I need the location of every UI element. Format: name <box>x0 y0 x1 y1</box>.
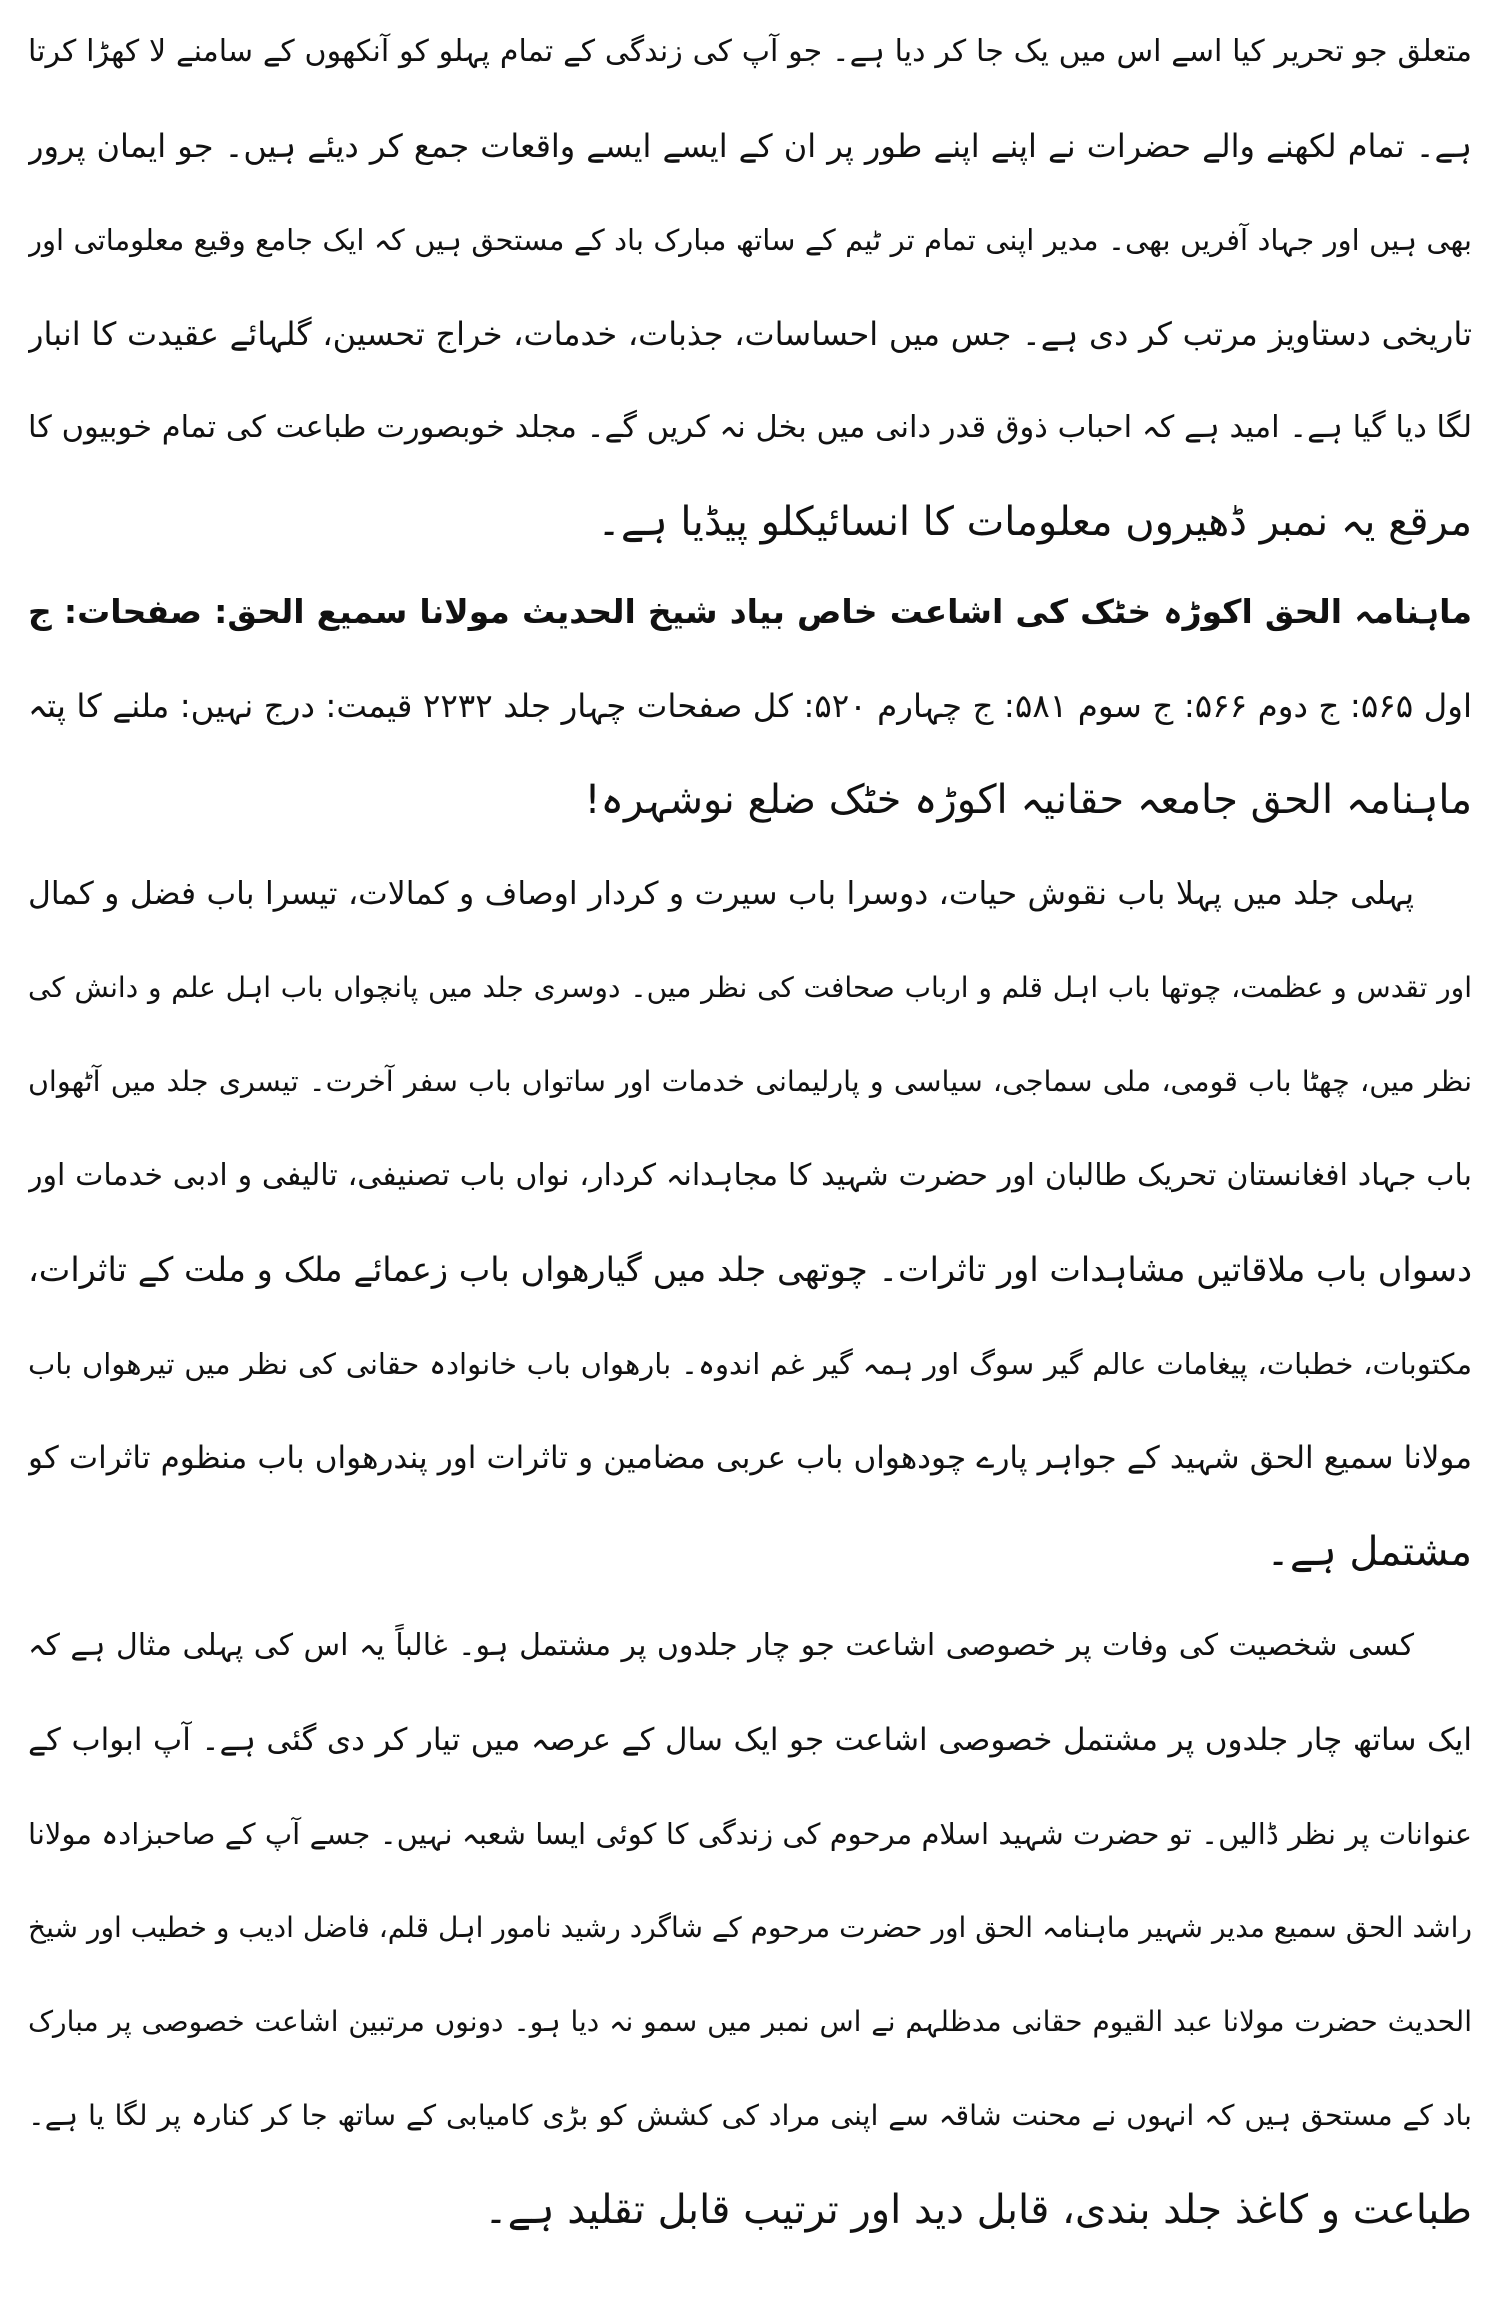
paragraph-1-line-4: تاریخی دستاویز مرتب کر دی ہے۔ جس میں احساسات، جذبات، خدمات، خراج تحسین، گلہائے عقیدت کا انبار <box>28 315 1472 353</box>
paragraph-2-line-2: اور تقدس و عظمت، چوتھا باب اہل قلم و ارباب صحافت کی نظر میں۔ دوسری جلد میں پانچواں باب اہل علم و دانش کی <box>28 971 1472 1004</box>
paragraph-1-line-5: لگا دیا گیا ہے۔ امید ہے کہ احباب ذوق قدر دانی میں بخل نہ کریں گے۔ مجلد خوبصورت طباعت کی تمام خوبیوں کا <box>28 410 1472 445</box>
paragraph-2-line-6: مکتوبات، خطبات، پیغامات عالم گیر سوگ اور ہمہ گیر غم اندوہ۔ بارھواں باب خانوادہ حقانی کی نظر میں تیرھواں باب <box>28 1347 1472 1381</box>
paragraph-1-line-3: بھی ہیں اور جہاد آفریں بھی۔ مدیر اپنی تمام تر ٹیم کے ساتھ مبارک باد کے مستحق ہیں کہ ایک جامع وقیع معلوماتی اور <box>28 223 1472 257</box>
paragraph-2-line-8: مشتمل ہے۔ <box>1266 1529 1472 1575</box>
paragraph-3-line-2: ایک ساتھ چار جلدوں پر مشتمل خصوصی اشاعت جو ایک سال کے عرصہ میں تیار کر دی گئی ہے۔ آپ ابواب کے <box>28 1722 1472 1758</box>
paragraph-3-line-5: الحدیث حضرت مولانا عبد القیوم حقانی مدظلہم نے اس نمبر میں سمو نہ دیا ہو۔ دونوں مرتبین اشاعت خصوصی پر مبارک <box>28 2005 1472 2038</box>
paragraph-3-line-1: کسی شخصیت کی وفات پر خصوصی اشاعت جو چار جلدوں پر مشتمل ہو۔ غالباً یہ اس کی پہلی مثال ہے کہ <box>28 1628 1414 1663</box>
publication-title: ماہنامہ الحق اکوڑہ خٹک کی اشاعت خاص بیاد شیخ الحدیث مولانا سمیع الحق: صفحات: ج <box>28 592 1472 631</box>
paragraph-2-line-5: دسواں باب ملاقاتیں مشاہدات اور تاثرات۔ چوتھی جلد میں گیارھواں باب زعمائے ملک و ملت کے تاثرات، <box>28 1250 1472 1289</box>
paragraph-1-line-1: متعلق جو تحریر کیا اسے اس میں یک جا کر دیا ہے۔ جو آپ کی زندگی کے تمام پہلو کو آنکھوں کے سامنے لا کھڑا کرتا <box>28 34 1472 69</box>
paragraph-2-line-7: مولانا سمیع الحق شہید کے جواہر پارے چودھواں باب عربی مضامین و تاثرات اور پندرھواں باب منظوم تاثرات کو <box>28 1440 1472 1476</box>
paragraph-2-line-3: نظر میں، چھٹا باب قومی، ملی سماجی، سیاسی و پارلیمانی خدمات اور ساتواں باب سفر آخرت۔ تیسری جلد میں آٹھواں <box>28 1065 1472 1098</box>
publication-address: ماہنامہ الحق جامعہ حقانیہ اکوڑہ خٹک ضلع نوشہرہ! <box>584 777 1472 823</box>
article-page <box>28 10 1472 2290</box>
paragraph-2-line-1: پہلی جلد میں پہلا باب نقوش حیات، دوسرا باب سیرت و کردار اوصاف و کمالات، تیسرا باب فضل و کمال <box>28 876 1414 912</box>
paragraph-1-line-6: مرقع یہ نمبر ڈھیروں معلومات کا انسائیکلو پیڈیا ہے۔ <box>597 499 1472 545</box>
paragraph-3-line-6: باد کے مستحق ہیں کہ انہوں نے محنت شاقہ سے اپنی مراد کی کشش کو بڑی کامیابی کے ساتھ جا کر کنارہ پر لگا یا ہے۔ <box>28 2099 1472 2132</box>
paragraph-3-line-3: عنوانات پر نظر ڈالیں۔ تو حضرت شہید اسلام مرحوم کی زندگی کا کوئی ایسا شعبہ نہیں۔ جسے آپ کے صاحبزادہ مولانا <box>28 1817 1472 1851</box>
paragraph-1-line-2: ہے۔ تمام لکھنے والے حضرات نے اپنے اپنے طور پر ان کے ایسے ایسے واقعات جمع کر دیئے ہیں۔ جو ایمان پرور <box>28 127 1472 165</box>
paragraph-3-line-7: طباعت و کاغذ جلد بندی، قابل دید اور ترتیب قابل تقلید ہے۔ <box>484 2187 1472 2233</box>
paragraph-3-line-4: راشد الحق سمیع مدیر شہیر ماہنامہ الحق اور حضرت مرحوم کے شاگرد رشید نامور اہل قلم، فاضل ادیب و خطیب اور شیخ <box>28 1911 1472 1944</box>
paragraph-2-line-4: باب جہاد افغانستان تحریک طالبان اور حضرت شہید کا مجاہدانہ کردار، نواں باب تصنیفی، تالیفی و ادبی خدمات اور <box>28 1158 1472 1193</box>
publication-details: اول ۵۶۵: ج دوم ۵۶۶: ج سوم ۵۸۱: ج چہارم ۵۲۰: کل صفحات چہار جلد ۲۲۳۲ قیمت: درج نہیں: ملنے کا پتہ <box>28 687 1472 725</box>
